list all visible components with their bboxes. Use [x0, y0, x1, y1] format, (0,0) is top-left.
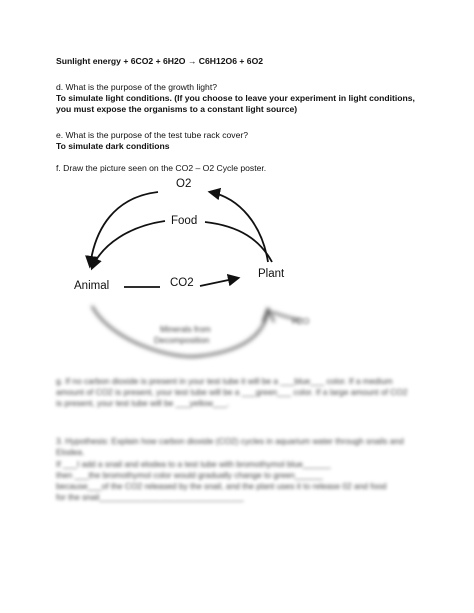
arrow-plant-to-o2: [210, 192, 268, 262]
question-e-answer: To simulate dark conditions: [56, 141, 170, 151]
question-d-answer-line2: you must expose the organisms to a constant light source): [56, 104, 298, 114]
label-minerals-line2: Decomposition: [154, 335, 210, 345]
question-f-prompt: f. Draw the picture seen on the CO2 – O2 Cycle poster.: [56, 163, 267, 173]
arrow-food-to-animal: [92, 221, 165, 268]
hypothesis-line5: because___of the CO2 released by the snail, and the plant uses it to release 02 and food: [56, 481, 387, 491]
label-h2o: H2O: [292, 316, 310, 326]
label-co2: CO2: [170, 277, 194, 289]
arrow-plant-to-food: [205, 222, 272, 262]
question-g-line3: is present, your test tube will be ___yellow___.: [56, 398, 230, 408]
question-d-answer-line1: To simulate light conditions. (If you choose to leave your experiment in light conditions,: [56, 93, 415, 103]
arrow-co2-to-plant: [200, 278, 238, 286]
hypothesis-line6: for the snail_______________________________: [56, 492, 244, 502]
label-o2: O2: [176, 178, 192, 190]
hypothesis-line3: If ___I add a snail and elodea to a test tube with bromothymol blue______: [56, 459, 331, 469]
question-g-line1: g. If no carbon dioxide is present in your test tube it will be a ___blue___ color. If a medium: [56, 376, 393, 386]
question-e-prompt: e. What is the purpose of the test tube rack cover?: [56, 130, 249, 140]
hypothesis-line4: then ___the bromothymol color would gradually change to green______: [56, 470, 323, 480]
label-minerals-line1: Minerals from: [160, 324, 211, 334]
photosynthesis-equation: Sunlight energy + 6CO2 + 6H2O → C6H12O6 + 6O2: [56, 56, 264, 66]
label-plant: Plant: [258, 268, 285, 280]
question-g-line2: amount of CO2 is present, your test tube will be a ___green___ color. If a large amount of CO2: [56, 387, 408, 397]
question-d-prompt: d. What is the purpose of the growth light?: [56, 82, 217, 92]
hypothesis-line1: 3. Hypothesis: Explain how carbon dioxide (CO2) cycles in aquarium water through snails and: [56, 436, 404, 446]
label-animal: Animal: [74, 280, 110, 292]
hypothesis-line2: Elodea.: [56, 447, 85, 457]
label-food: Food: [171, 215, 198, 227]
